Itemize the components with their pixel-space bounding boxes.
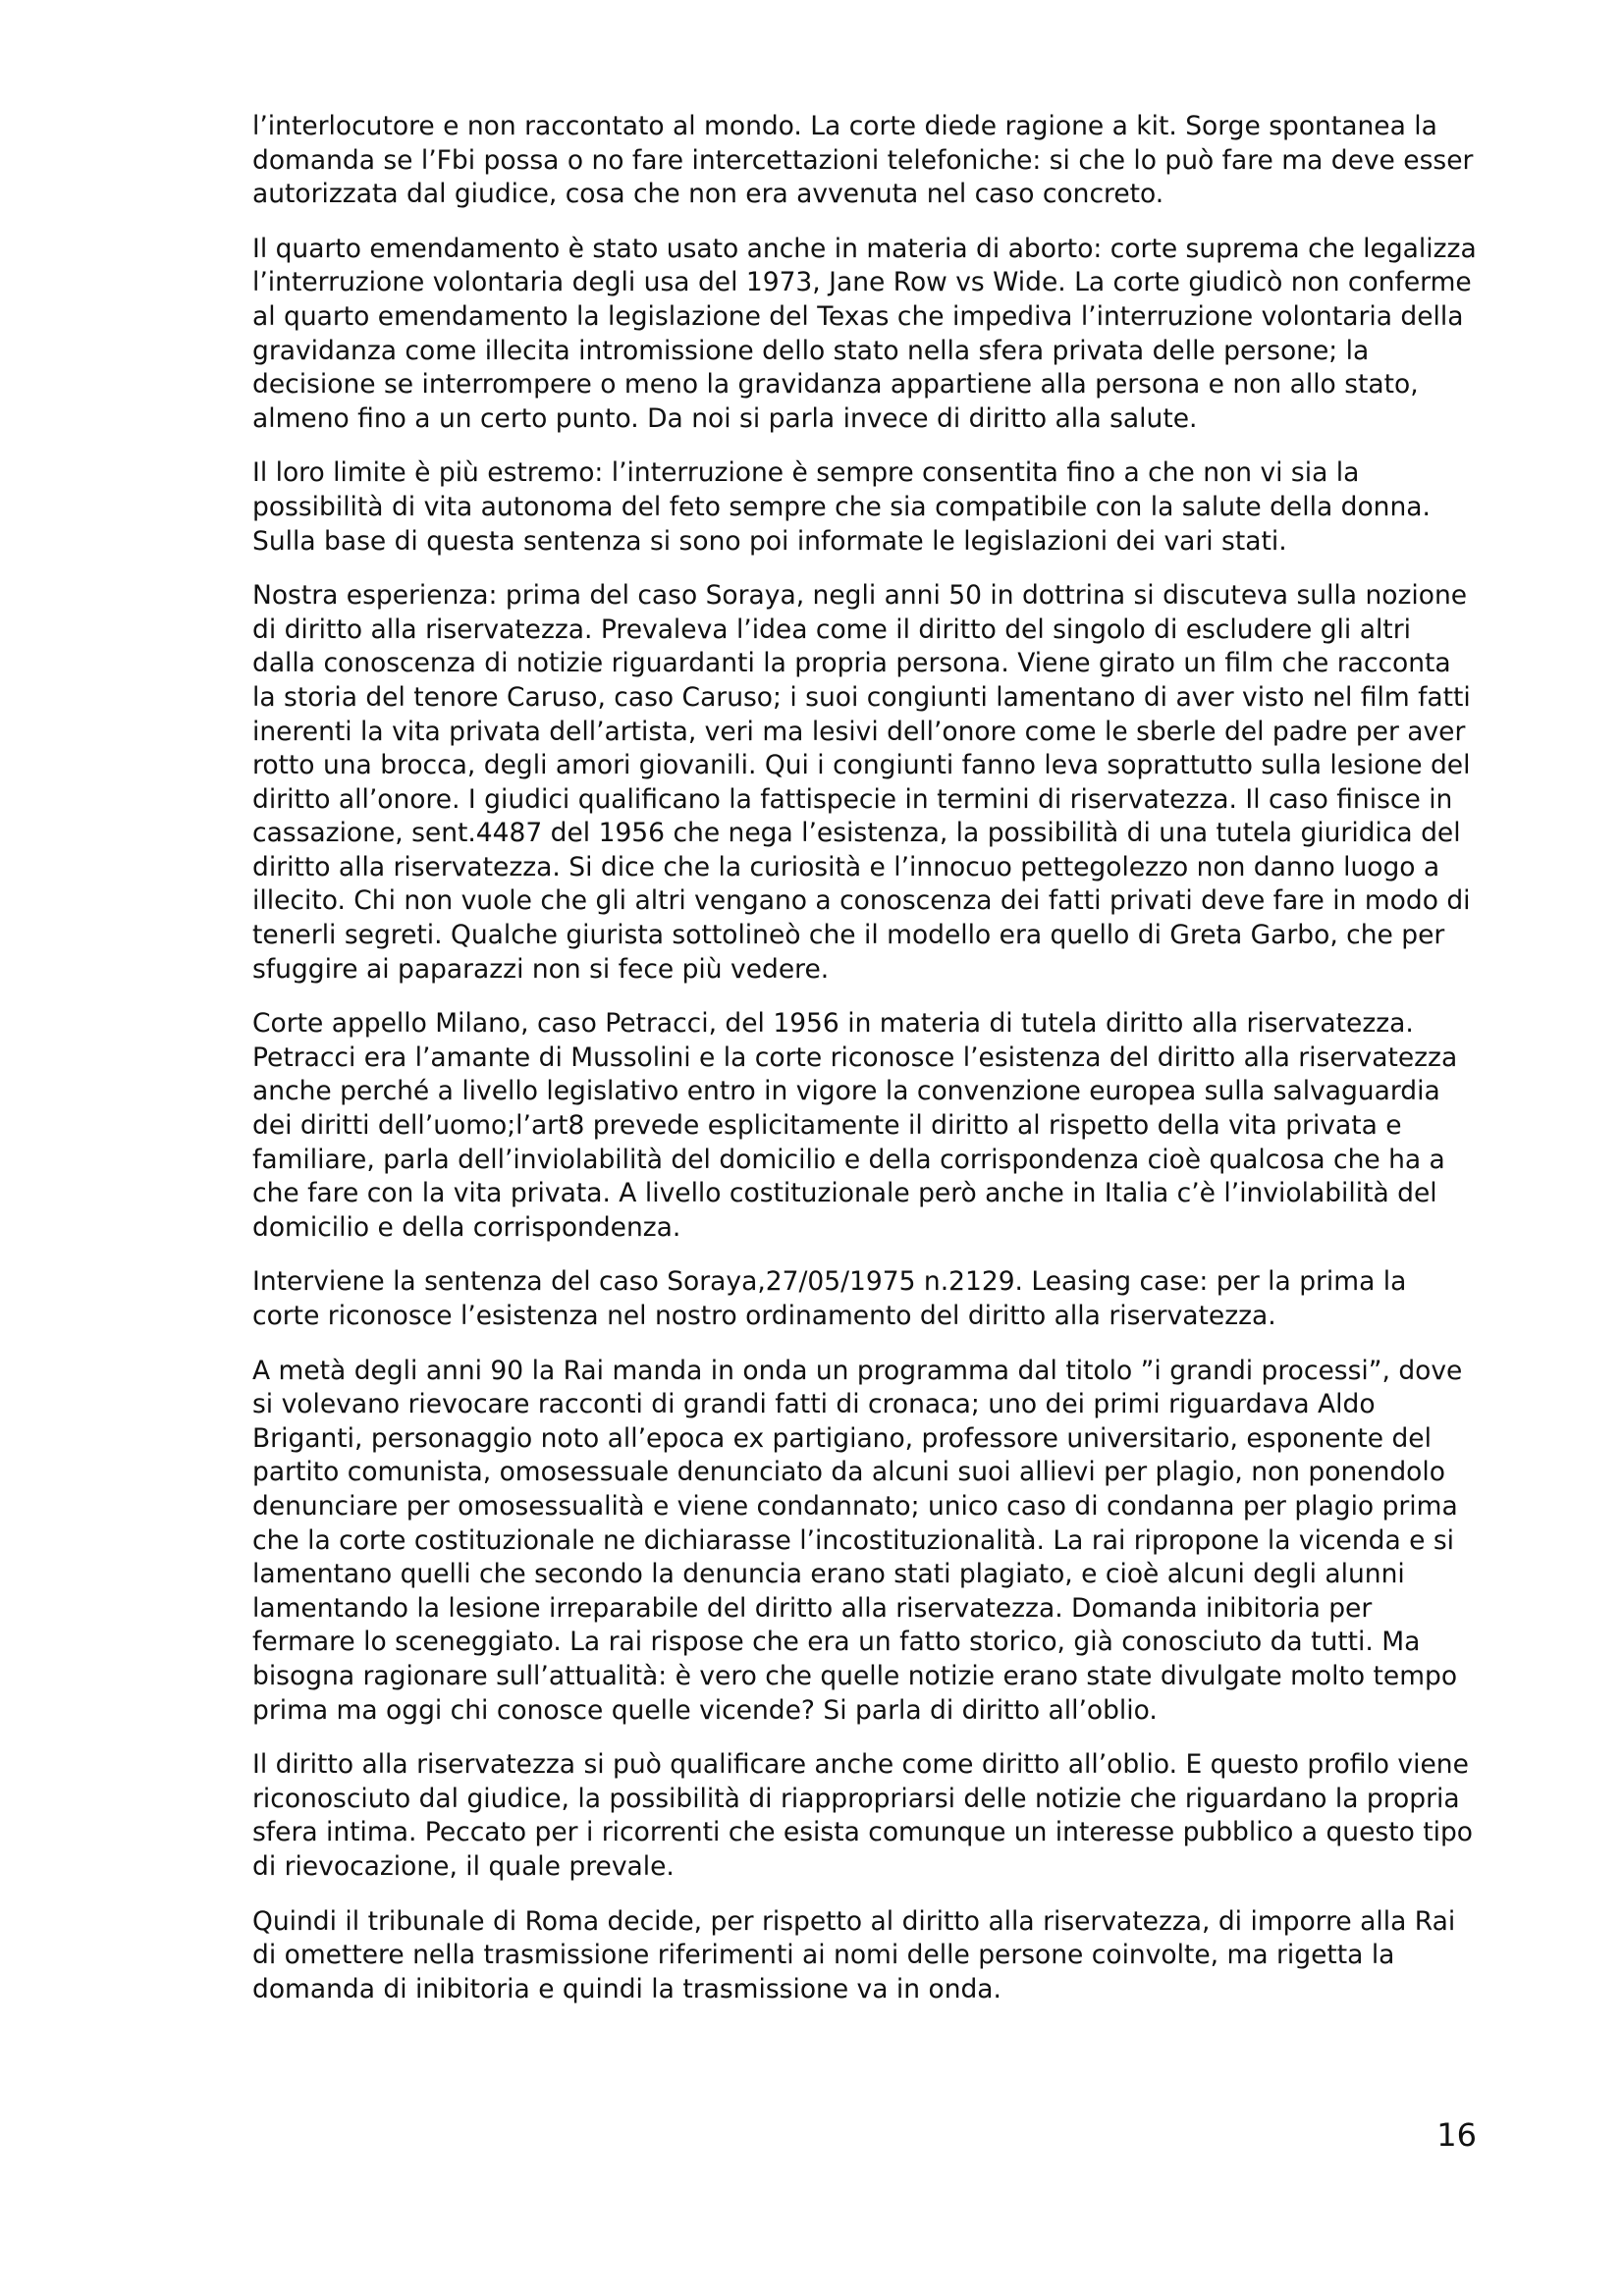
paragraph-rai-grandi-processi: A metà degli anni 90 la Rai manda in onda un programma dal titolo ”i grandi processi”, dove si volevano rievocare racconti di grandi fatti di cronaca; uno dei primi riguardava Aldo Briganti, personaggio noto all’epoca ex partigiano, professore universitario, esponente del partito comunista, omosessuale denunciato da alcuni suoi allievi per plagio, non ponendolo denunciare per omosessualità e viene condannato; unico caso di condanna per plagio prima che la corte costituzionale ne dichiarasse l’incostituzionalità. La rai ripropone la vicenda e si lamentano quelli che secondo la denuncia erano stati plagiato, e cioè alcuni degli alunni lamentando la lesione irreparabile del diritto alla riservatezza. Domanda inibitoria per fermare lo sceneggiato. La rai rispose che era un fatto storico, già conosciuto da tutti. Ma bisogna ragionare sull’attualità: è vero che quelle notizie erano state divulgate molto tempo prima ma oggi chi conosce quelle vicende? Si parla di diritto all’oblio. xyxy=(252,1355,1463,1726)
page-number: 16 xyxy=(1436,2116,1477,2154)
body-text xyxy=(252,110,1482,2027)
paragraph-soraya-case: Interviene la sentenza del caso Soraya,27/05/1975 n.2129. Leasing case: per la prima la corte riconosce l’esistenza nel nostro ordinamento del diritto alla riservatezza. xyxy=(252,1266,1407,1331)
paragraph-wiretap: l’interlocutore e non raccontato al mondo. La corte diede ragione a kit. Sorge spontanea la domanda se l’Fbi possa o no fare intercettazioni telefoniche: si che lo può fare ma deve esser autorizzata dal giudice, cosa che non era avvenuta nel caso concreto. xyxy=(252,111,1474,210)
paragraph-diritto-oblio: Il diritto alla riservatezza si può qualificare anche come diritto all’oblio. E questo profilo viene riconosciuto dal giudice, la possibilità di riappropriarsi delle notizie che riguardano la propria sfera intima. Peccato per i ricorrenti che esista comunque un interesse pubblico a questo tipo di rievocazione, il quale prevale. xyxy=(252,1749,1474,1882)
paragraph-tribunale-roma: Quindi il tribunale di Roma decide, per rispetto al diritto alla riservatezza, di imporre alla Rai di omettere nella trasmissione riferimenti ai nomi delle persone coinvolte, ma rigetta la domanda di inibitoria e quindi la trasmissione va in onda. xyxy=(252,1905,1456,2004)
paragraph-caruso-case: Nostra esperienza: prima del caso Soraya, negli anni 50 in dottrina si discuteva sulla nozione di diritto alla riservatezza. Prevaleva l’idea come il diritto del singolo di escludere gli altri dalla conoscenza di notizie riguardanti la propria persona. Viene girato un film che racconta la storia del tenore Caruso, caso Caruso; i suoi congiunti lamentano di aver visto nel film fatti inerenti la vita privata dell’artista, veri ma lesivi dell’onore come le sberle del padre per aver rotto una brocca, degli amori giovanili. Qui i congiunti fanno leva soprattutto sulla lesione del diritto all’onore. I giudici qualificano la fattispecie in termini di riservatezza. Il caso finisce in cassazione, sent.4487 del 1956 che nega l’esistenza, la possibilità di una tutela giuridica del diritto alla riservatezza. Si dice che la curiosità e l’innocuo pettegolezzo non danno luogo a illecito. Chi non vuole che gli altri vengano a conoscenza dei fatti privati deve fare in modo di tenerli segreti. Qualche giurista sottolineò che il modello era quello di Greta Garbo, che per sfuggire ai paparazzi non si fece più vedere. xyxy=(252,580,1471,985)
paragraph-fourth-amendment-abortion: Il quarto emendamento è stato usato anche in materia di aborto: corte suprema che legalizza l’interruzione volontaria degli usa del 1973, Jane Row vs Wide. La corte giudicò non conferme al quarto emendamento la legislazione del Texas che impediva l’interruzione volontaria della gravidanza come illecita intromissione dello stato nella sfera privata delle persone; la decisione se interrompere o meno la gravidanza appartiene alla persona e non allo stato, almeno fino a un certo punto. Da noi si parla invece di diritto alla salute. xyxy=(252,233,1477,434)
paragraph-limit: Il loro limite è più estremo: l’interruzione è sempre consentita fino a che non vi sia la possibilità di vita autonoma del feto sempre che sia compatibile con la salute della donna. Sulla base di questa sentenza si sono poi informate le legislazioni dei vari stati. xyxy=(252,457,1431,557)
paragraph-petracci-case: Corte appello Milano, caso Petracci, del 1956 in materia di tutela diritto alla riservatezza. Petracci era l’amante di Mussolini e la corte riconosce l’esistenza del diritto alla riservatezza anche perché a livello legislativo entro in vigore la convenzione europea sulla salvaguardia dei diritti dell’uomo;l’art8 prevede esplicitamente il diritto al rispetto della vita privata e familiare, parla dell’inviolabilità del domicilio e della corrispondenza cioè qualcosa che ha a che fare con la vita privata. A livello costituzionale però anche in Italia c’è l’inviolabilità del domicilio e della corrispondenza. xyxy=(252,1008,1458,1243)
